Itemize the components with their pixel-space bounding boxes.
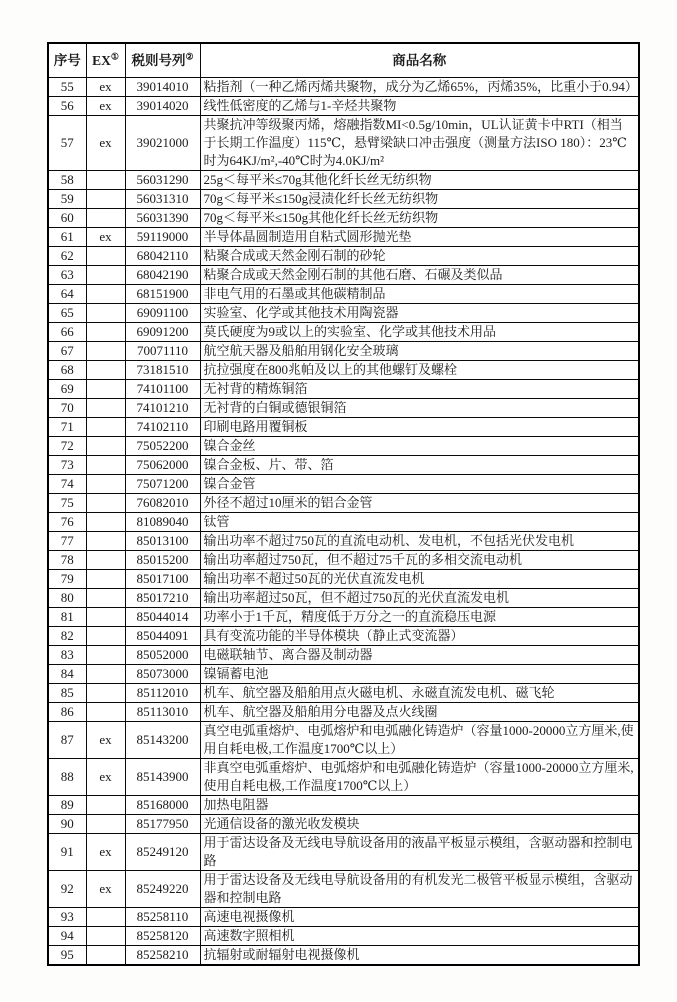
tariff-code: 59119000 [125, 228, 200, 247]
row-number: 67 [48, 342, 86, 361]
product-name: 25g＜每平米≤70g其他化纤长丝无纺织物 [200, 171, 639, 190]
ex-flag [86, 494, 125, 513]
table-row [48, 190, 639, 209]
tariff-code: 85143200 [125, 722, 200, 759]
ex-flag [86, 266, 125, 285]
table-row [48, 418, 639, 437]
product-name: 真空电弧重熔炉、电弧熔炉和电弧融化铸造炉（容量1000-20000立方厘米,使用自耗电极,工作温度1700℃以上） [200, 722, 639, 759]
product-name: 70g＜每平米≤150g其他化纤长丝无纺织物 [200, 209, 639, 228]
product-name: 共聚抗冲等级聚丙烯，熔融指数MI<0.5g/10min，UL认证黄卡中RTI（相当于长期工作温度）115℃，悬臂梁缺口冲击强度（测量方法ISO 180）：23℃时为64KJ/m²,-40℃时为4.0KJ/m² [200, 116, 639, 171]
table-row [48, 570, 639, 589]
row-number: 81 [48, 608, 86, 627]
tariff-code: 68042110 [125, 247, 200, 266]
row-number: 79 [48, 570, 86, 589]
ex-flag [86, 608, 125, 627]
tariff-code: 85073000 [125, 665, 200, 684]
ex-flag [86, 646, 125, 665]
row-number: 62 [48, 247, 86, 266]
table-row [48, 171, 639, 190]
product-name: 输出功率超过50瓦，但不超过750瓦的光伏直流发电机 [200, 589, 639, 608]
row-number: 63 [48, 266, 86, 285]
table-row [48, 342, 639, 361]
header-label: EX [92, 52, 111, 68]
footnote-marker: ① [110, 51, 119, 61]
tariff-code: 74102110 [125, 418, 200, 437]
product-name: 光通信设备的激光收发模块 [200, 815, 639, 834]
row-number: 71 [48, 418, 86, 437]
ex-flag: ex [86, 722, 125, 759]
header-label: 序号 [53, 52, 81, 68]
footnote-marker: ② [185, 51, 194, 61]
row-number: 75 [48, 494, 86, 513]
tariff-table [47, 42, 640, 966]
product-name: 功率小于1千瓦，精度低于万分之一的直流稳压电源 [200, 608, 639, 627]
header-label: 商品名称 [392, 52, 447, 68]
ex-flag [86, 684, 125, 703]
ex-flag [86, 418, 125, 437]
product-name: 无衬背的精炼铜箔 [200, 380, 639, 399]
row-number: 74 [48, 475, 86, 494]
table-row [48, 927, 639, 946]
tariff-code: 75052200 [125, 437, 200, 456]
tariff-code: 85017210 [125, 589, 200, 608]
ex-flag [86, 190, 125, 209]
ex-flag [86, 551, 125, 570]
product-name: 航空航天器及船舶用钢化安全玻璃 [200, 342, 639, 361]
row-number: 93 [48, 908, 86, 927]
table-row [48, 759, 639, 796]
table-row [48, 247, 639, 266]
ex-flag [86, 380, 125, 399]
table-row [48, 266, 639, 285]
table-row [48, 361, 639, 380]
row-number: 55 [48, 78, 86, 97]
ex-flag [86, 456, 125, 475]
ex-flag [86, 703, 125, 722]
col-header-tariff-code [125, 43, 200, 78]
table-row [48, 97, 639, 116]
product-name: 机车、航空器及船舶用分电器及点火线圈 [200, 703, 639, 722]
ex-flag [86, 342, 125, 361]
product-name: 具有变流功能的半导体模块（静止式变流器） [200, 627, 639, 646]
table-row [48, 665, 639, 684]
table-row [48, 323, 639, 342]
ex-flag [86, 589, 125, 608]
tariff-code: 85258110 [125, 908, 200, 927]
table-row [48, 908, 639, 927]
product-name: 镍镉蓄电池 [200, 665, 639, 684]
product-name: 粘聚合成或天然金刚石制的砂轮 [200, 247, 639, 266]
tariff-code: 73181510 [125, 361, 200, 380]
header-row [48, 43, 639, 78]
product-name: 线性低密度的乙烯与1-辛烃共聚物 [200, 97, 639, 116]
ex-flag [86, 399, 125, 418]
header-label: 税则号列 [131, 52, 186, 68]
tariff-code: 74101210 [125, 399, 200, 418]
ex-flag [86, 532, 125, 551]
row-number: 57 [48, 116, 86, 171]
table-row [48, 684, 639, 703]
table-row [48, 78, 639, 97]
product-name: 机车、航空器及船舶用点火磁电机、永磁直流发电机、磁飞轮 [200, 684, 639, 703]
ex-flag [86, 665, 125, 684]
tariff-code: 75071200 [125, 475, 200, 494]
table-row [48, 437, 639, 456]
tariff-code: 39021000 [125, 116, 200, 171]
ex-flag [86, 361, 125, 380]
ex-flag: ex [86, 871, 125, 908]
row-number: 83 [48, 646, 86, 665]
row-number: 64 [48, 285, 86, 304]
ex-flag [86, 247, 125, 266]
ex-flag [86, 475, 125, 494]
ex-flag [86, 513, 125, 532]
ex-flag: ex [86, 116, 125, 171]
ex-flag [86, 209, 125, 228]
table-row [48, 513, 639, 532]
product-name: 实验室、化学或其他技术用陶瓷器 [200, 304, 639, 323]
ex-flag [86, 570, 125, 589]
row-number: 94 [48, 927, 86, 946]
tariff-code: 85249220 [125, 871, 200, 908]
tariff-code: 85168000 [125, 796, 200, 815]
tariff-code: 85015200 [125, 551, 200, 570]
row-number: 86 [48, 703, 86, 722]
table-row [48, 456, 639, 475]
product-name: 印刷电路用覆铜板 [200, 418, 639, 437]
tariff-code: 85044014 [125, 608, 200, 627]
tariff-code: 85143900 [125, 759, 200, 796]
table-row [48, 475, 639, 494]
product-name: 用于雷达设备及无线电导航设备用的液晶平板显示模组，含驱动器和控制电路 [200, 834, 639, 871]
tariff-code: 75062000 [125, 456, 200, 475]
table-row [48, 834, 639, 871]
product-name: 70g＜每平米≤150g浸渍化纤长丝无纺织物 [200, 190, 639, 209]
tariff-code: 56031290 [125, 171, 200, 190]
product-name: 粘聚合成或天然金刚石制的其他石磨、石碾及类似品 [200, 266, 639, 285]
table-row [48, 722, 639, 759]
product-name: 抗拉强度在800兆帕及以上的其他螺钉及螺栓 [200, 361, 639, 380]
product-name: 镍合金丝 [200, 437, 639, 456]
row-number: 56 [48, 97, 86, 116]
tariff-code: 68151900 [125, 285, 200, 304]
row-number: 65 [48, 304, 86, 323]
ex-flag [86, 908, 125, 927]
product-name: 抗辐射或耐辐射电视摄像机 [200, 946, 639, 966]
product-name: 用于雷达设备及无线电导航设备用的有机发光二极管平板显示模组，含驱动器和控制电路 [200, 871, 639, 908]
row-number: 66 [48, 323, 86, 342]
tariff-code: 39014020 [125, 97, 200, 116]
tariff-code: 85052000 [125, 646, 200, 665]
ex-flag [86, 927, 125, 946]
tariff-code: 85249120 [125, 834, 200, 871]
ex-flag: ex [86, 78, 125, 97]
row-number: 84 [48, 665, 86, 684]
tariff-code: 85044091 [125, 627, 200, 646]
product-name: 高速电视摄像机 [200, 908, 639, 927]
table-row [48, 627, 639, 646]
row-number: 70 [48, 399, 86, 418]
table-row [48, 946, 639, 966]
tariff-code: 85017100 [125, 570, 200, 589]
tariff-code: 85013100 [125, 532, 200, 551]
tariff-code: 85258210 [125, 946, 200, 966]
tariff-code: 76082010 [125, 494, 200, 513]
ex-flag [86, 815, 125, 834]
row-number: 90 [48, 815, 86, 834]
row-number: 78 [48, 551, 86, 570]
row-number: 89 [48, 796, 86, 815]
row-number: 82 [48, 627, 86, 646]
product-name: 外径不超过10厘米的铝合金管 [200, 494, 639, 513]
table-row [48, 796, 639, 815]
table-row [48, 703, 639, 722]
tariff-code: 68042190 [125, 266, 200, 285]
ex-flag [86, 796, 125, 815]
product-name: 半导体晶圆制造用自粘式圆形抛光垫 [200, 228, 639, 247]
ex-flag: ex [86, 97, 125, 116]
product-name: 无衬背的白铜或德银铜箔 [200, 399, 639, 418]
row-number: 77 [48, 532, 86, 551]
col-header-ex [86, 43, 125, 78]
tariff-code: 69091200 [125, 323, 200, 342]
row-number: 59 [48, 190, 86, 209]
tariff-code: 56031310 [125, 190, 200, 209]
ex-flag [86, 323, 125, 342]
product-name: 钛管 [200, 513, 639, 532]
col-header-product-name [200, 43, 639, 78]
ex-flag [86, 946, 125, 966]
table-row [48, 285, 639, 304]
row-number: 91 [48, 834, 86, 871]
table-row [48, 228, 639, 247]
product-name: 输出功率不超过750瓦的直流电动机、发电机，不包括光伏发电机 [200, 532, 639, 551]
product-name: 高速数字照相机 [200, 927, 639, 946]
product-name: 输出功率不超过50瓦的光伏直流发电机 [200, 570, 639, 589]
row-number: 87 [48, 722, 86, 759]
table-row [48, 209, 639, 228]
tariff-code: 85258120 [125, 927, 200, 946]
table-row [48, 304, 639, 323]
ex-flag [86, 627, 125, 646]
row-number: 88 [48, 759, 86, 796]
tariff-code: 85177950 [125, 815, 200, 834]
table-row [48, 646, 639, 665]
table-row [48, 399, 639, 418]
row-number: 92 [48, 871, 86, 908]
ex-flag: ex [86, 834, 125, 871]
ex-flag [86, 171, 125, 190]
table-row [48, 380, 639, 399]
table-row [48, 532, 639, 551]
col-header-serial [48, 43, 86, 78]
product-name: 非真空电弧重熔炉、电弧熔炉和电弧融化铸造炉（容量1000-20000立方厘米,使用自耗电极,工作温度1700℃以上） [200, 759, 639, 796]
product-name: 加热电阻器 [200, 796, 639, 815]
row-number: 85 [48, 684, 86, 703]
row-number: 60 [48, 209, 86, 228]
table-row [48, 608, 639, 627]
row-number: 73 [48, 456, 86, 475]
product-name: 输出功率超过750瓦，但不超过75千瓦的多相交流电动机 [200, 551, 639, 570]
product-name: 粘指剂（一种乙烯丙烯共聚物，成分为乙烯65%，丙烯35%，比重小于0.94） [200, 78, 639, 97]
row-number: 95 [48, 946, 86, 966]
product-name: 非电气用的石墨或其他碳精制品 [200, 285, 639, 304]
row-number: 58 [48, 171, 86, 190]
row-number: 68 [48, 361, 86, 380]
table-row [48, 589, 639, 608]
table-body [48, 78, 639, 966]
tariff-code: 81089040 [125, 513, 200, 532]
tariff-code: 56031390 [125, 209, 200, 228]
row-number: 76 [48, 513, 86, 532]
table-row [48, 815, 639, 834]
tariff-code: 74101100 [125, 380, 200, 399]
product-name: 电磁联轴节、离合器及制动器 [200, 646, 639, 665]
table-row [48, 494, 639, 513]
product-name: 镍合金板、片、带、箔 [200, 456, 639, 475]
tariff-code: 85113010 [125, 703, 200, 722]
table-row [48, 871, 639, 908]
ex-flag: ex [86, 228, 125, 247]
product-name: 镍合金管 [200, 475, 639, 494]
ex-flag [86, 285, 125, 304]
row-number: 80 [48, 589, 86, 608]
ex-flag [86, 304, 125, 323]
ex-flag: ex [86, 759, 125, 796]
table-row [48, 116, 639, 171]
ex-flag [86, 437, 125, 456]
row-number: 69 [48, 380, 86, 399]
row-number: 72 [48, 437, 86, 456]
row-number: 61 [48, 228, 86, 247]
product-name: 莫氏硬度为9或以上的实验室、化学或其他技术用品 [200, 323, 639, 342]
tariff-code: 70071110 [125, 342, 200, 361]
tariff-code: 69091100 [125, 304, 200, 323]
tariff-code: 39014010 [125, 78, 200, 97]
table-row [48, 551, 639, 570]
tariff-code: 85112010 [125, 684, 200, 703]
